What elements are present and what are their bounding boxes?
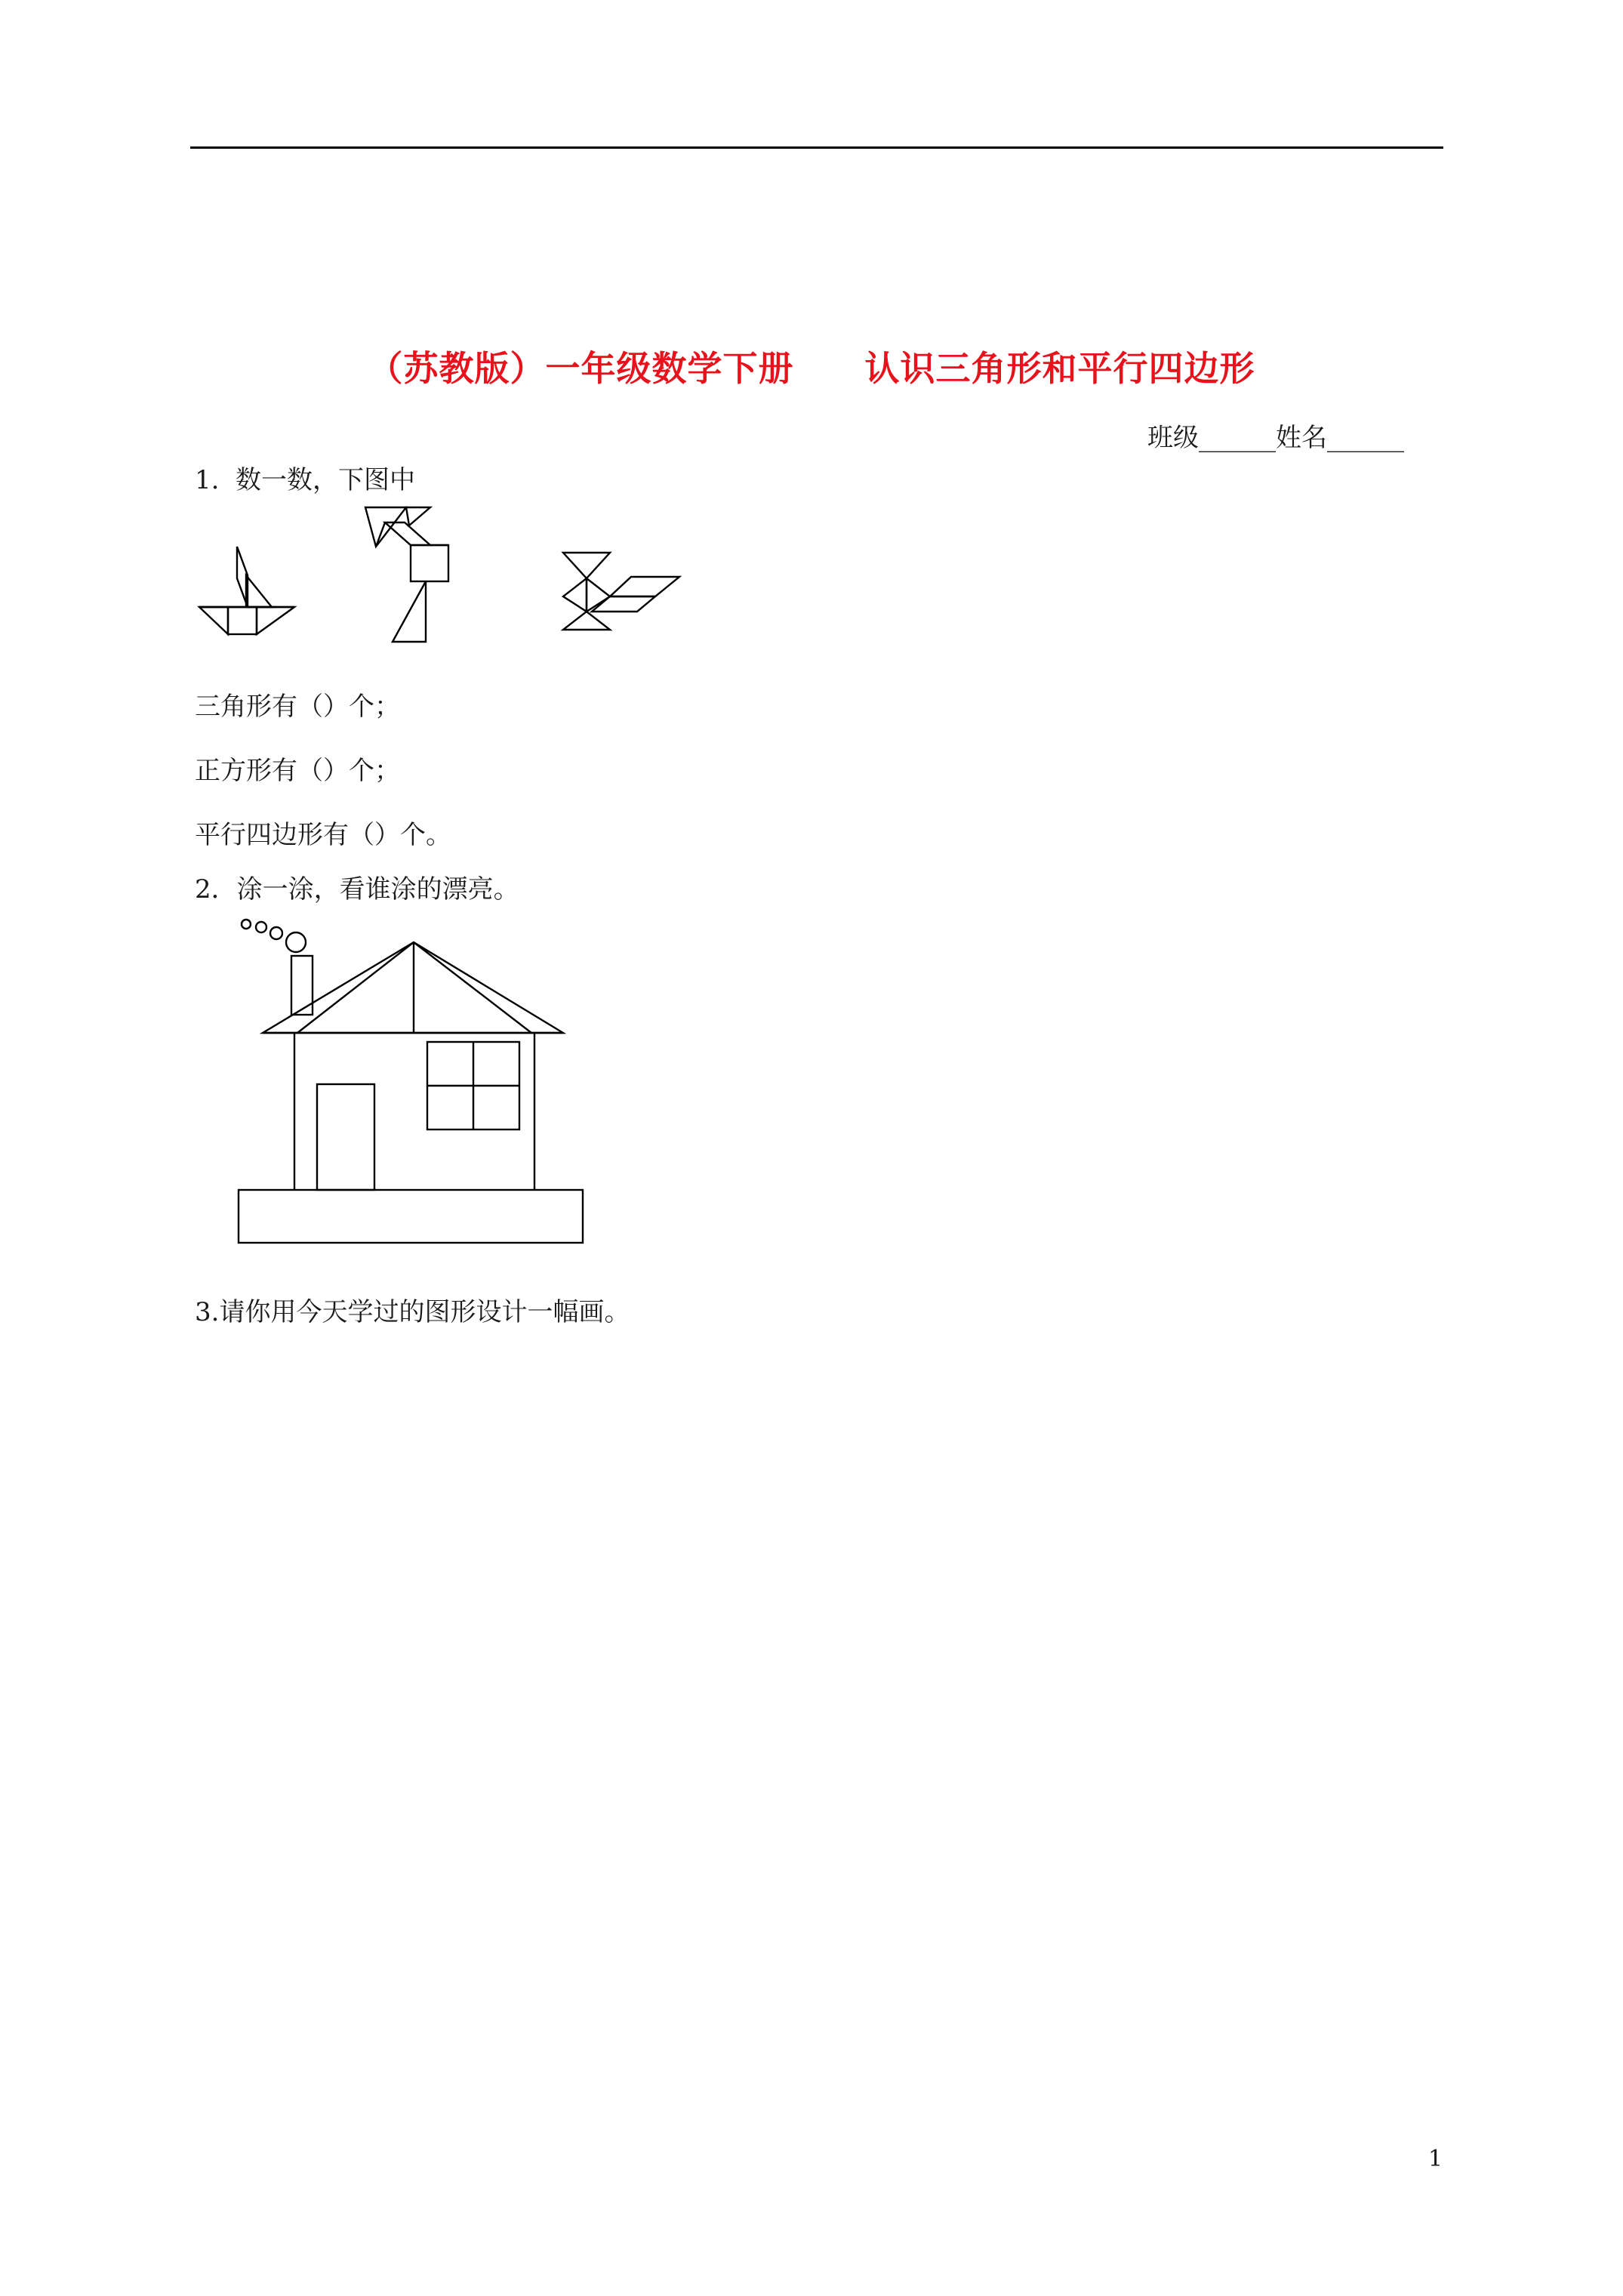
question-1-line-parallelograms: 平行四边形有（）个。 <box>195 820 451 850</box>
page-title: （苏教版）一年级数学下册 认识三角形和平行四边形 <box>368 348 1255 389</box>
house-drawing-icon <box>236 914 590 1253</box>
question-1-line-squares: 正方形有（）个； <box>195 756 400 786</box>
fish-tangram-icon <box>562 551 682 634</box>
boat-tangram-icon <box>198 542 296 640</box>
bird-tangram-icon <box>362 503 468 646</box>
question-1-line-triangles: 三角形有（）个； <box>195 692 400 722</box>
class-name-line: 班级______姓名______ <box>1147 423 1404 453</box>
question-2-prompt: 2．涂一涂，看谁涂的漂亮。 <box>195 874 519 905</box>
question-1-prompt: 1. 数一数，下图中 <box>195 465 416 495</box>
page-number: 1 <box>1428 2146 1443 2172</box>
header-rule <box>190 146 1443 149</box>
question-3-prompt: 3.请你用今天学过的图形设计一幅画。 <box>195 1297 630 1327</box>
